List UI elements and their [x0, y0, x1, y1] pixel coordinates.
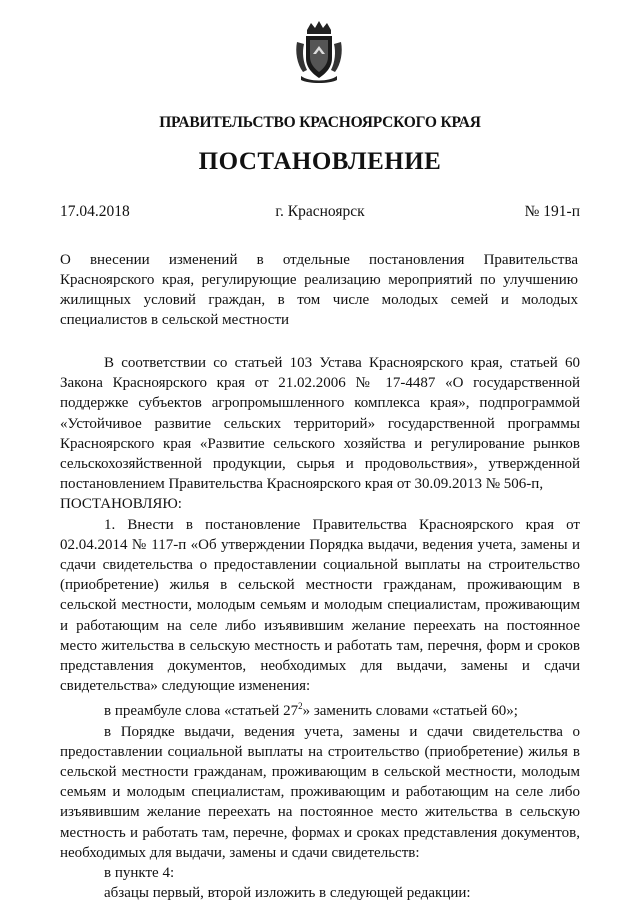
- order-change-paragraph: в Порядке выдачи, ведения учета, замены и сдачи свидетельства о предоставлении социальной выплаты на строительство (приобретение) жилья в сельской местности гражданам, проживающим в сельской местности, молодым семьям и молодым специалистам, проживающим и работающим на селе либо изъявившим желание переехать на постоянное место жительства в сельскую местность и работать там, перечне, формах и сроках представления документов, необходимых для выдачи, замены и сдачи свидетельств:: [60, 723, 580, 861]
- document-number: № 191-п: [524, 203, 580, 220]
- preamble-change-text-a: в преамбуле слова «статьей 27: [104, 703, 299, 720]
- paragraphs-line: абзацы первый, второй изложить в следующей редакции:: [104, 885, 471, 902]
- item-1-paragraph: 1. Внести в постановление Правительства Красноярского края от 02.04.2014 № 117-п «Об утверждении Порядка выдачи, ведения учета, замены и сдачи свидетельства о предоставлении социальной выплаты на строительство (приобретение) жилья в сельской местности гражданам, проживающим в сельской местности, молодым семьям и молодым специалистам, проживающим и работающим на селе либо изъявившим желание переехать на постоянное место жительства в сельскую местность и работать там, перечня, форм и сроков представления документов, необходимых для выдачи, замены и сдачи свидетельства» следующие изменения:: [60, 516, 580, 695]
- preamble-paragraph: В соответствии со статьей 103 Устава Красноярского края, статьей 60 Закона Красноярского края от 21.02.2006 № 17-4487 «О государственной поддержке субъектов агропромышленного комплекса края», подпрограммой «Устойчивое развитие сельских территорий» государственной программы Красноярского края «Развитие сельского хозяйства и регулирование рынков сельскохозяйственной продукции, сырья и продовольствия», утвержденной постановлением Правительства Красноярского края от 30.09.2013 № 506-п,: [60, 355, 580, 493]
- point-4-line: в пункте 4:: [104, 865, 175, 882]
- document-type-title: ПОСТАНОВЛЕНИЕ: [198, 148, 442, 175]
- document-city: г. Красноярск: [275, 203, 365, 220]
- coat-of-arms-icon: [293, 20, 345, 84]
- government-name: ПРАВИТЕЛЬСТВО КРАСНОЯРСКОГО КРАЯ: [159, 114, 481, 131]
- document-date: 17.04.2018: [60, 203, 130, 220]
- document-subject: О внесении изменений в отдельные постановления Правительства Красноярского края, регулирующие реализацию мероприятий по улучшению жилищных условий граждан, в том числе молодых семей и молодых специалистов в сельской местности: [60, 252, 578, 328]
- decree-word: ПОСТАНОВЛЯЮ:: [60, 496, 182, 513]
- superscript-2: 2: [298, 701, 303, 712]
- preamble-change-paragraph: [60, 696, 580, 721]
- preamble-change-text-b: » заменить словами «статьей 60»;: [302, 703, 518, 720]
- document-body: [60, 353, 580, 903]
